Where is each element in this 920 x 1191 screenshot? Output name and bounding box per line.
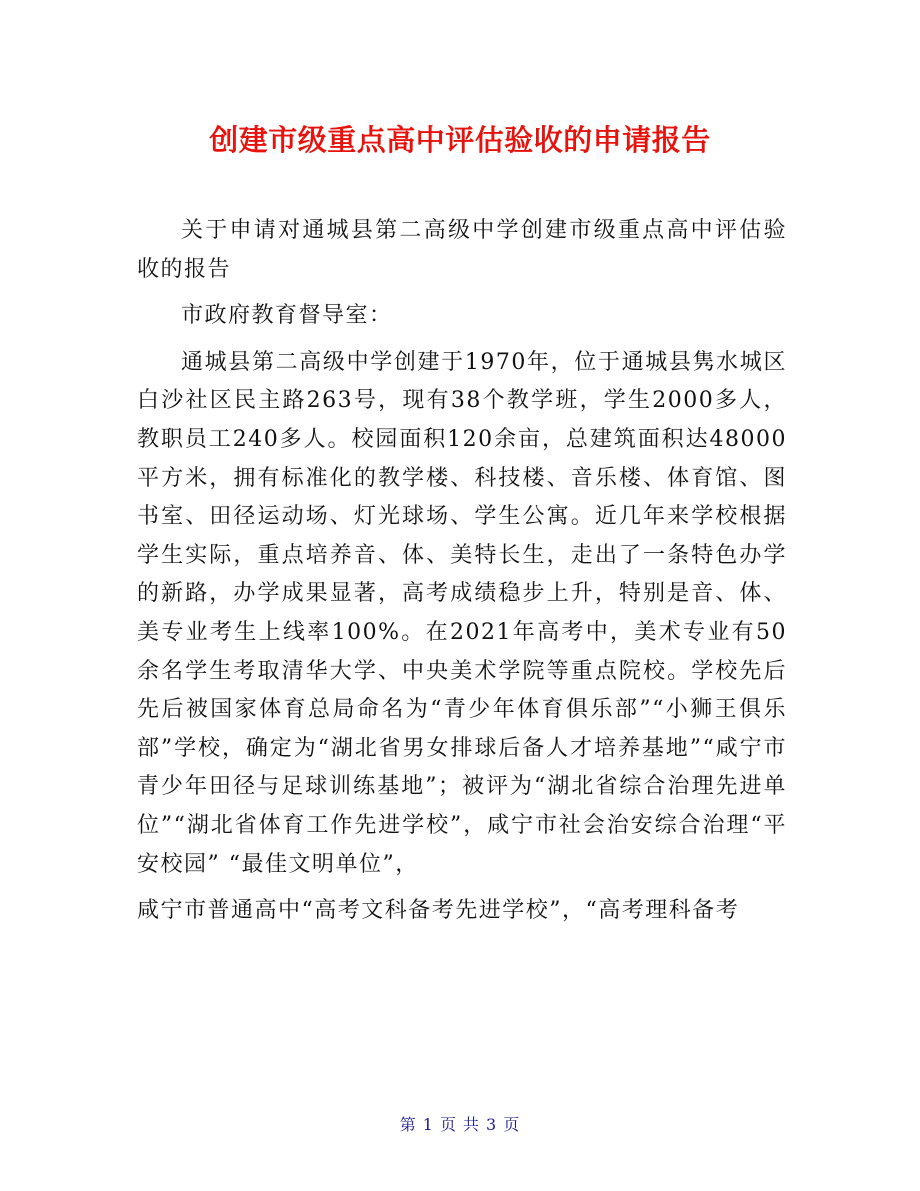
page-number-footer	[0, 1112, 920, 1135]
report-subject: 关于申请对通城县第二高级中学创建市级重点高中评估验收的报告	[137, 218, 787, 282]
addressee: 市政府教育督导室：	[181, 303, 393, 329]
footer-page-prefix: 第	[399, 1115, 417, 1134]
footer-page-current: 1	[422, 1115, 434, 1134]
footer-total-prefix: 共	[463, 1115, 481, 1134]
footer-page-suffix: 页	[503, 1115, 521, 1134]
document-title: 创建市级重点高中评估验收的申请报告	[209, 123, 711, 157]
footer-page-mid: 页	[439, 1115, 457, 1134]
continuation-line: 咸宁市普通高中“高考文科备考先进学校”，“高考理科备考	[137, 898, 740, 924]
body-paragraph: 通城县第二高级中学创建于1970年，位于通城县隽水城区白沙社区民主路263号，现有38个教学班，学生2000多人，教职员工240多人。校园面积120余亩，总建筑面积达48000平方米，拥有标准化的教学楼、科技楼、音乐楼、体育馆、图书室、田径运动场、灯光球场、学生公寓。近几年来学校根据学生实际，重点培养音、体、美特长生，走出了一条特色办学的新路，办学成果显著，高考成绩稳步上升，特别是音、体、美专业考生上线率100%。在2021年高考中，美术专业有50余名学生考取清华大学、中央美术学院等重点院校。学校先后先后被国家体育总局命名为“青少年体育俱乐部”“小狮王俱乐部”学校，确定为“湖北省男女排球后备人才培养基地”“咸宁市青少年田径与足球训练基地”；被评为“湖北省综合治理先进单位”“湖北省体育工作先进学校”，咸宁市社会治安综合治理“平安校园” “最佳文明单位”，	[137, 349, 787, 877]
document-body	[137, 212, 787, 931]
footer-page-total: 3	[486, 1115, 498, 1134]
